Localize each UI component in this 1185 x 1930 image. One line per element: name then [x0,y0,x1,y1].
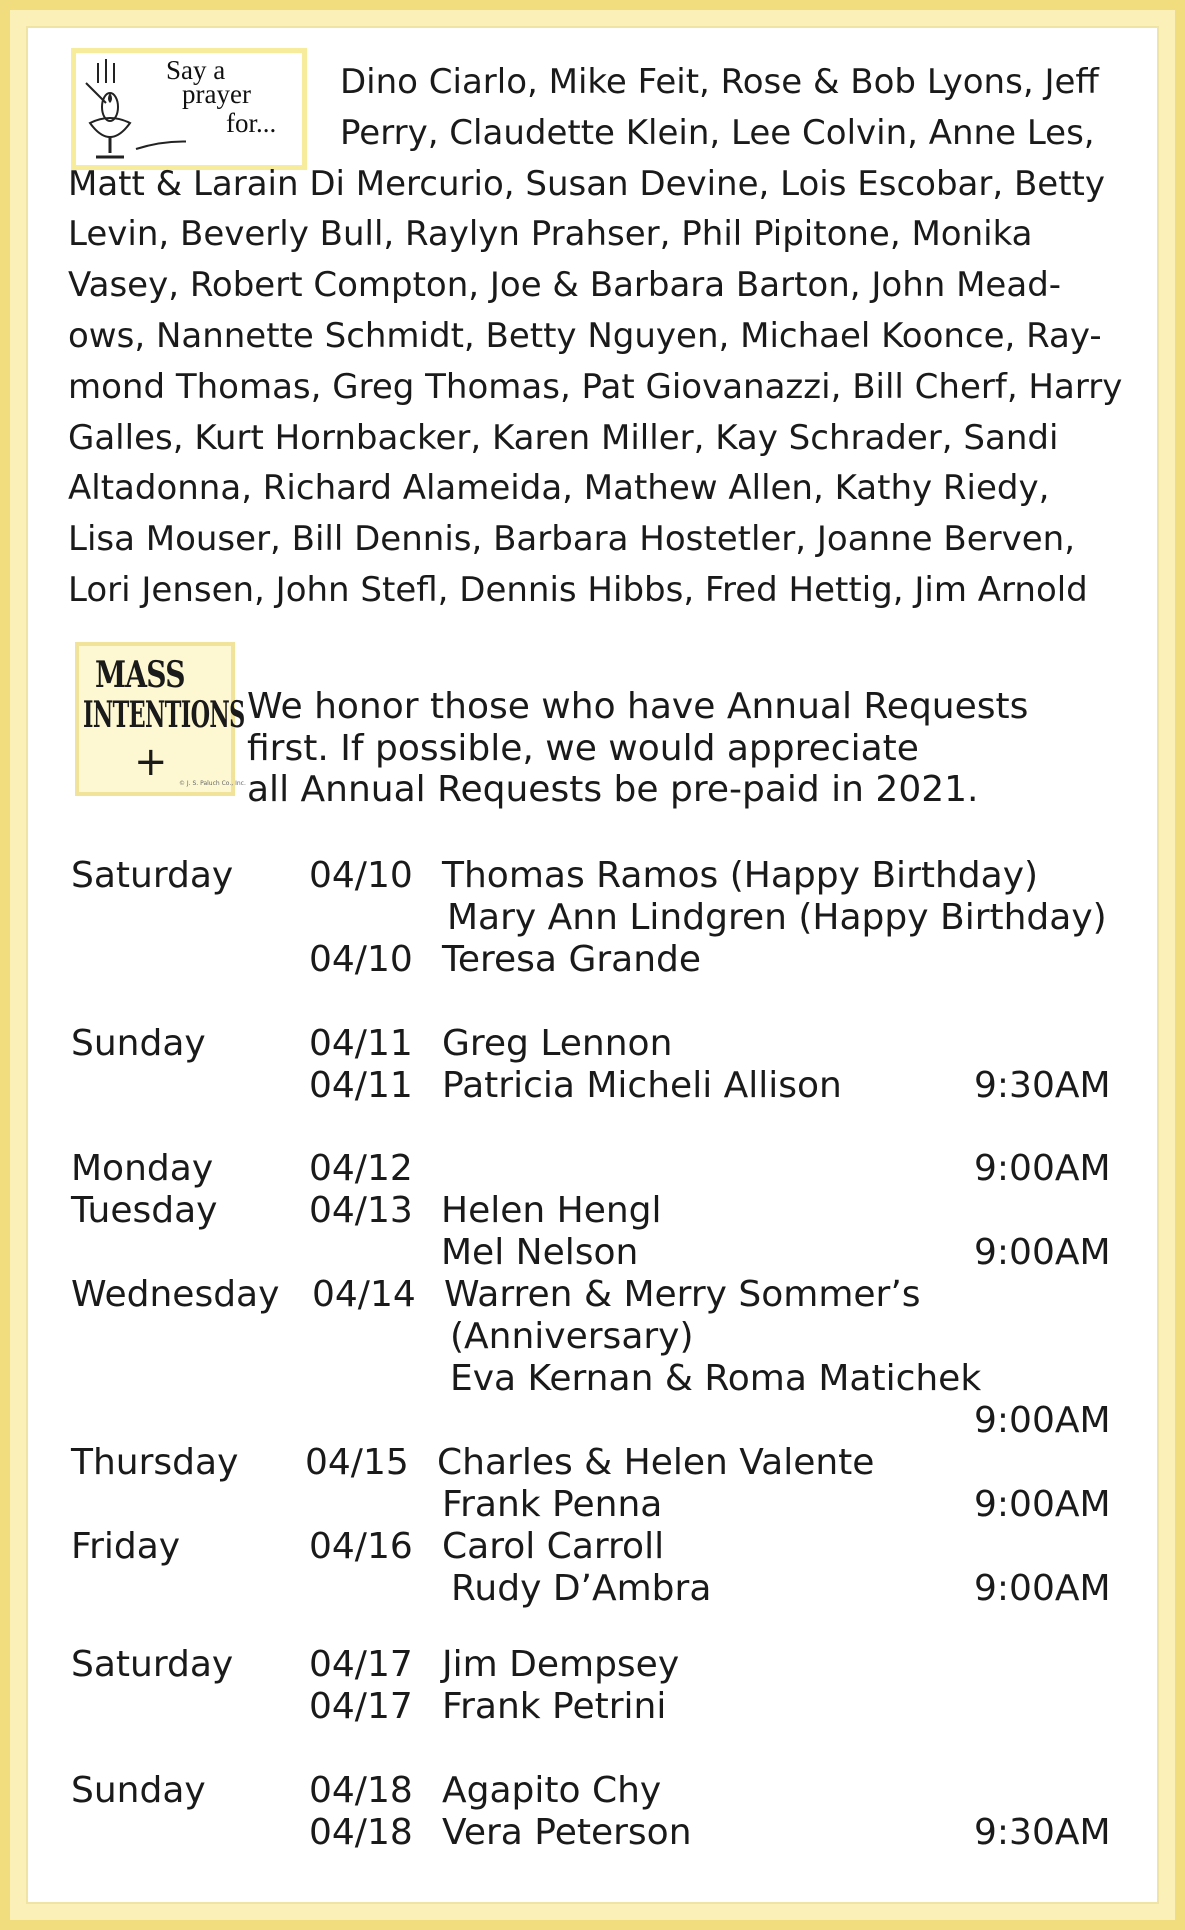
date-label: 04/10 [309,855,413,896]
day-label: Sunday [71,1770,206,1811]
prayer-line: ows, Nannette Schmidt, Betty Nguyen, Michael Koonce, Ray- [68,315,1102,356]
intention-name: Helen Hengl [441,1190,662,1231]
intention-name: Frank Penna [442,1484,663,1525]
mass-time: 9:00AM [974,1148,1111,1189]
date-label: 04/17 [309,1644,413,1685]
intention-name: Greg Lennon [442,1023,673,1064]
mass-time: 9:00AM [974,1484,1111,1525]
day-label: Saturday [71,855,234,896]
logo-text-mass: MASS [95,654,185,696]
date-label: 04/18 [309,1812,413,1853]
date-label: 04/15 [305,1442,409,1483]
intro-line: We honor those who have Annual Requests [247,686,1029,727]
day-label: Saturday [71,1644,234,1685]
date-label: 04/18 [309,1770,413,1811]
date-label: 04/12 [309,1148,413,1189]
intention-name: Patricia Micheli Allison [442,1065,842,1106]
date-label: 04/16 [309,1526,413,1567]
intention-name: Teresa Grande [442,939,702,980]
day-label: Thursday [71,1442,239,1483]
prayer-line: Altadonna, Richard Alameida, Mathew Allen, Kathy Riedy, [68,468,1050,509]
logo-text-say-a: Say a [166,55,226,85]
intention-name: Mary Ann Lindgren (Happy Birthday) [447,897,1107,938]
intention-name: (Anniversary) [450,1316,694,1357]
day-label: Sunday [71,1023,206,1064]
date-label: 04/11 [309,1065,413,1106]
mass-intentions-logo [75,642,246,796]
prayer-line: Perry, Claudette Klein, Lee Colvin, Anne Les, [340,112,1095,153]
mass-time: 9:30AM [974,1065,1111,1106]
date-label: 04/10 [309,939,413,980]
intention-name: Jim Dempsey [442,1644,680,1685]
mass-time: 9:30AM [974,1812,1111,1853]
prayer-line: Galles, Kurt Hornbacker, Karen Miller, Kay Schrader, Sandi [68,417,1059,458]
intention-name: Agapito Chy [442,1770,662,1811]
intention-name: Mel Nelson [441,1232,639,1273]
logo-text-for: for... [226,108,277,138]
mass-intentions-intro [247,686,1028,811]
prayer-line: Lisa Mouser, Bill Dennis, Barbara Hostetler, Joanne Berven, [68,519,1076,560]
prayer-line: Lori Jensen, John Stefl, Dennis Hibbs, Fred Hettig, Jim Arnold [68,569,1088,610]
logo-credit: © J. S. Paluch Co., Inc. [179,780,246,787]
prayer-line: mond Thomas, Greg Thomas, Pat Giovanazzi, Bill Cherf, Harry [68,366,1123,407]
intention-name: Thomas Ramos (Happy Birthday) [442,855,1039,896]
prayer-line: Matt & Larain Di Mercurio, Susan Devine, Lois Escobar, Betty [68,163,1105,204]
intention-name: Rudy D’Ambra [451,1568,712,1609]
cross-icon: + [134,739,168,785]
intention-name: Vera Peterson [442,1812,692,1853]
intention-name: Charles & Helen Valente [437,1442,875,1483]
intention-name: Frank Petrini [442,1686,667,1727]
intention-name: Carol Carroll [442,1526,665,1567]
logo-text-intentions: INTENTIONS [83,694,245,736]
date-label: 04/13 [309,1190,413,1231]
intention-name: Eva Kernan & Roma Matichek [450,1358,982,1399]
prayer-list [68,57,1143,616]
mass-time: 9:00AM [974,1232,1111,1273]
prayer-line: Vasey, Robert Compton, Joe & Barbara Barton, John Mead- [68,265,1062,306]
day-label: Monday [71,1148,214,1189]
mass-time: 9:00AM [974,1400,1111,1441]
logo-text-prayer: prayer [182,79,251,109]
day-label: Friday [71,1526,181,1567]
mass-time: 9:00AM [974,1568,1111,1609]
date-label: 04/11 [309,1023,413,1064]
day-label: Tuesday [71,1190,218,1231]
prayer-line: Dino Ciarlo, Mike Feit, Rose & Bob Lyons, Jeff [340,62,1099,102]
intention-name: Warren & Merry Sommer’s [444,1274,921,1315]
date-label: 04/14 [312,1274,416,1315]
day-label: Wednesday [71,1274,280,1315]
intro-line: all Annual Requests be pre-paid in 2021. [247,769,979,810]
date-label: 04/17 [309,1686,413,1727]
prayer-line: Levin, Beverly Bull, Raylyn Prahser, Phil Pipitone, Monika [68,214,1033,255]
intro-line: first. If possible, we would appreciate [247,727,919,769]
